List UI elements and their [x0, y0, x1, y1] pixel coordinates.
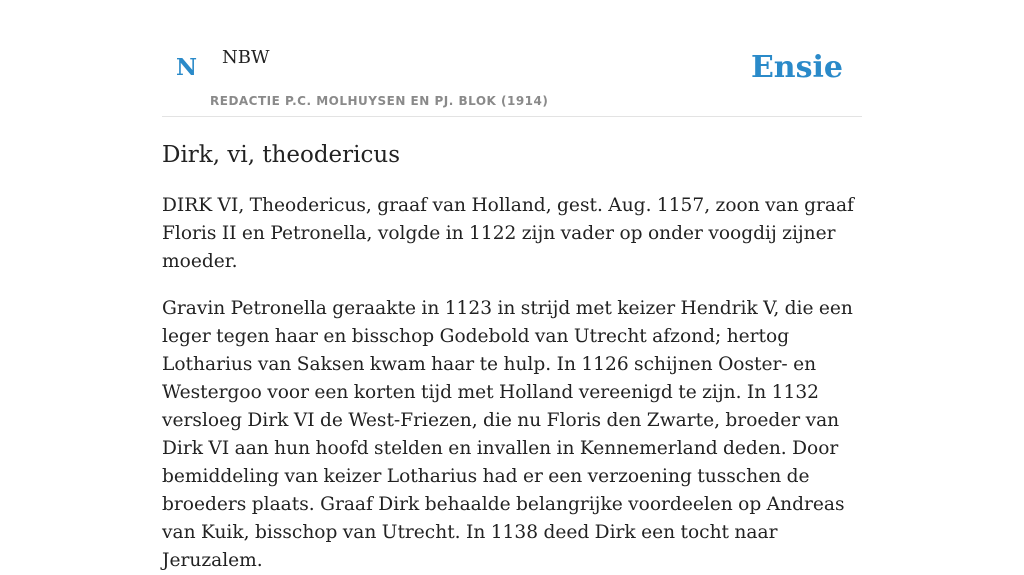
- editors-line: REDACTIE P.C. MOLHUYSEN EN PJ. BLOK (1914): [210, 94, 549, 108]
- article-content: [162, 136, 862, 575]
- article-paragraph-1: DIRK VI, Theodericus, graaf van Holland, gest. Aug. 1157, zoon van graaf Floris II en Petronella, volgde in 1122 zijn vader op onder voogdij zijner moeder.: [162, 195, 854, 272]
- page-header: [162, 0, 862, 117]
- article-title: Dirk, vi, theodericus: [162, 142, 401, 168]
- source-title-link[interactable]: NBW: [222, 47, 270, 68]
- article-paragraph-2: Gravin Petronella geraakte in 1123 in strijd met keizer Hendrik V, die een leger tegen haar en bisschop Godebold van Utrecht afzond; hertog Lotharius van Saksen kwam haar te hulp. In 1126 schijnen Ooster- en Westergoo voor een korten tijd met Holland vereenigd te zijn. In 1132 versloeg Dirk VI de West-Friezen, die nu Floris den Zwarte, broeder van Dirk VI aan hun hoofd stelden en invallen in Kennemerland deden. Door bemiddeling van keizer Lotharius had er een verzoening tusschen de broeders plaats. Graaf Dirk behaalde belangrijke voordeelen op Andreas van Kuik, bisschop van Utrecht. In 1138 deed Dirk een tocht naar Jeruzalem.: [162, 298, 853, 571]
- source-logo[interactable]: N: [176, 54, 198, 81]
- brand-logo-link[interactable]: Ensie: [750, 50, 843, 85]
